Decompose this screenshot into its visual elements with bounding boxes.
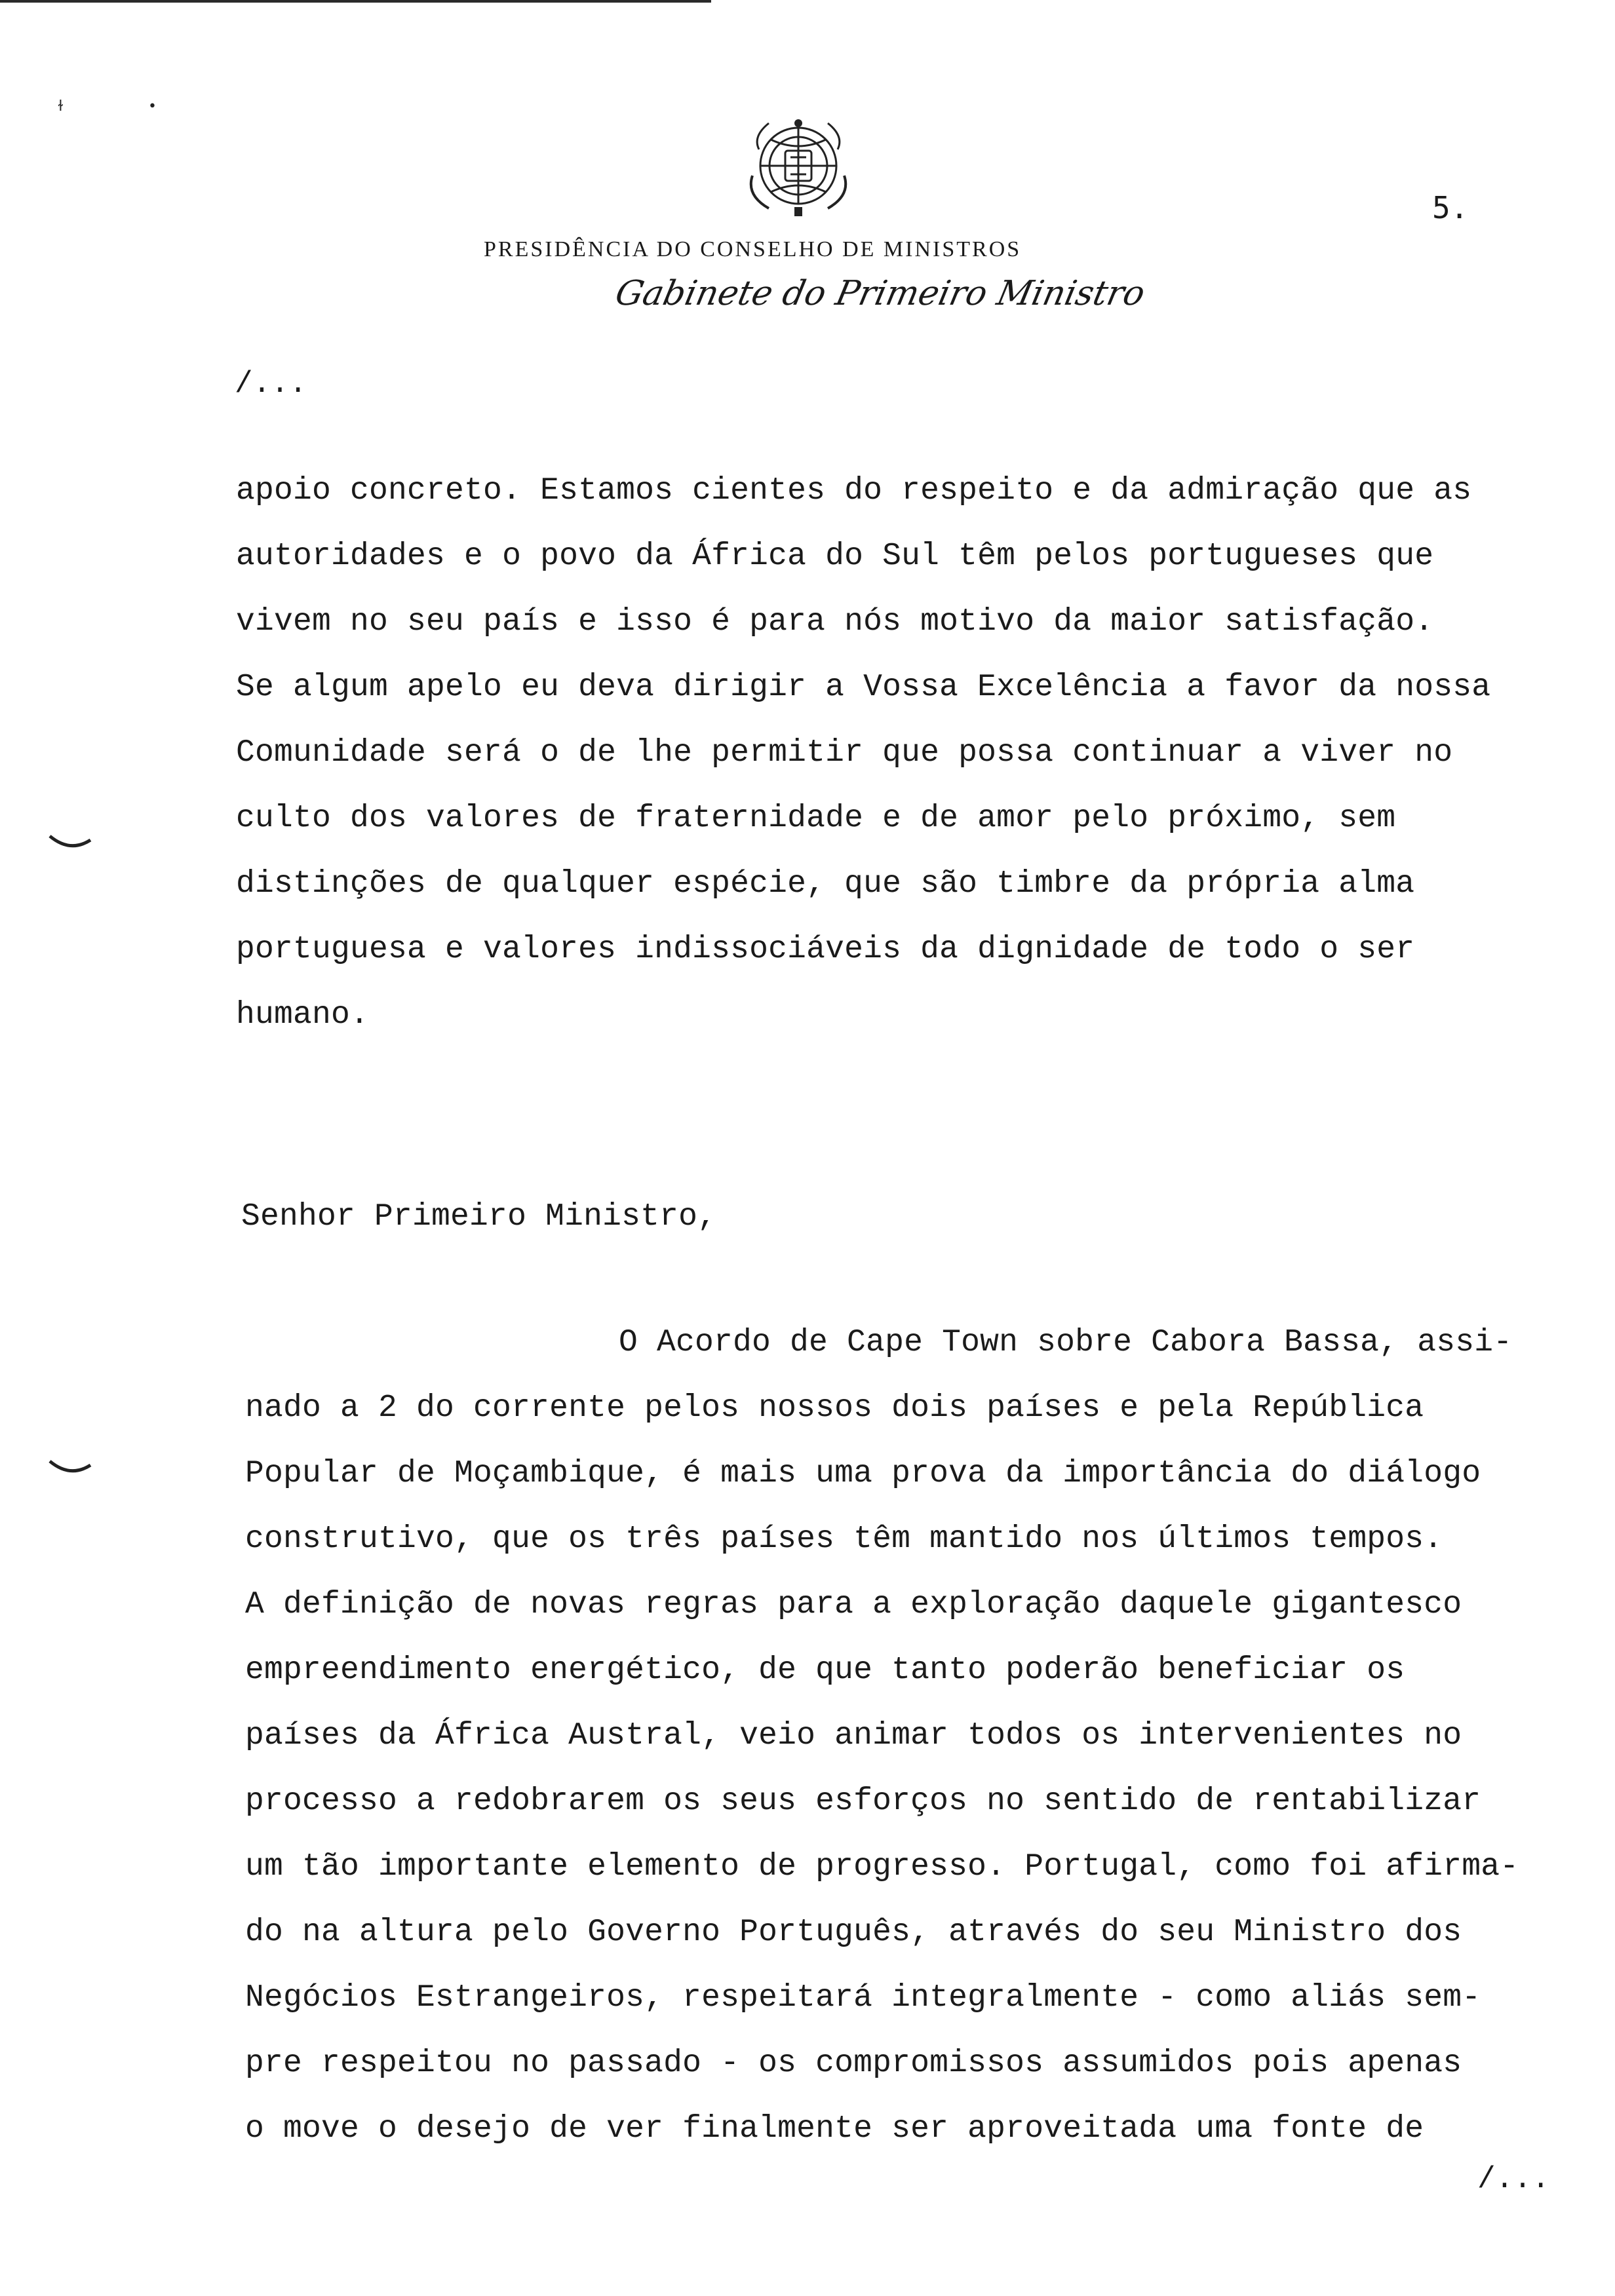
paragraph-line: autoridades e o povo da África do Sul têm pelos portugueses que	[236, 539, 1434, 574]
stray-mark: •	[148, 98, 157, 115]
paragraph-line: Comunidade será o de lhe permitir que possa continuar a viver no	[236, 735, 1453, 771]
paragraph-line: Popular de Moçambique, é mais uma prova da importância do diálogo	[245, 1456, 1481, 1491]
paragraph-line: apoio concreto. Estamos cientes do respeito e da admiração que as	[236, 473, 1472, 508]
paragraph-line: A definição de novas regras para a exploração daquele gigantesco	[245, 1587, 1462, 1622]
salutation: Senhor Primeiro Ministro,	[241, 1199, 717, 1234]
paragraph-line: Negócios Estrangeiros, respeitará integralmente - como aliás sem-	[245, 1980, 1481, 2016]
paragraph-line: nado a 2 do corrente pelos nossos dois países e pela República	[245, 1390, 1424, 1426]
paragraph-line: construtivo, que os três países têm mantido nos últimos tempos.	[245, 1521, 1443, 1557]
coat-of-arms-icon	[733, 110, 864, 221]
paragraph-line: humano.	[236, 997, 370, 1033]
paragraph-line: O Acordo de Cape Town sobre Cabora Bassa, assi-	[619, 1325, 1513, 1360]
continuation-marker-top: /...	[235, 367, 307, 401]
margin-tick-mark	[47, 831, 93, 857]
paragraph-line: distinções de qualquer espécie, que são timbre da própria alma	[236, 866, 1415, 902]
paragraph-line: do na altura pelo Governo Português, através do seu Ministro dos	[245, 1915, 1462, 1950]
page-number: 5.	[1432, 190, 1469, 225]
paragraph-line: um tão importante elemento de progresso. Portugal, como foi afirma-	[245, 1849, 1519, 1885]
continuation-marker-bottom: /...	[1477, 2162, 1550, 2196]
header-title: PRESIDÊNCIA DO CONSELHO DE MINISTROS	[484, 237, 1022, 261]
paragraph-line: culto dos valores de fraternidade e de amor pelo próximo, sem	[236, 801, 1396, 836]
paragraph-line: vivem no seu país e isso é para nós motivo da maior satisfação.	[236, 604, 1434, 640]
paragraph-line: países da África Austral, veio animar todos os intervenientes no	[245, 1718, 1462, 1753]
paragraph-line: o move o desejo de ver finalmente ser aproveitada uma fonte de	[245, 2111, 1424, 2147]
stray-mark: ɫ	[58, 98, 64, 115]
paragraph-line: Se algum apelo eu deva dirigir a Vossa Excelência a favor da nossa	[236, 670, 1491, 705]
top-scan-edge	[0, 0, 711, 3]
paragraph-line: empreendimento energético, de que tanto poderão beneficiar os	[245, 1653, 1405, 1688]
header-subtitle: Gabinete do Primeiro Ministro	[612, 274, 1149, 313]
paragraph-line: portuguesa e valores indissociáveis da dignidade de todo o ser	[236, 932, 1415, 967]
paragraph-line: pre respeitou no passado - os compromissos assumidos pois apenas	[245, 2046, 1462, 2081]
paragraph-line: processo a redobrarem os seus esforços no sentido de rentabilizar	[245, 1784, 1481, 1819]
margin-tick-mark	[47, 1456, 93, 1482]
